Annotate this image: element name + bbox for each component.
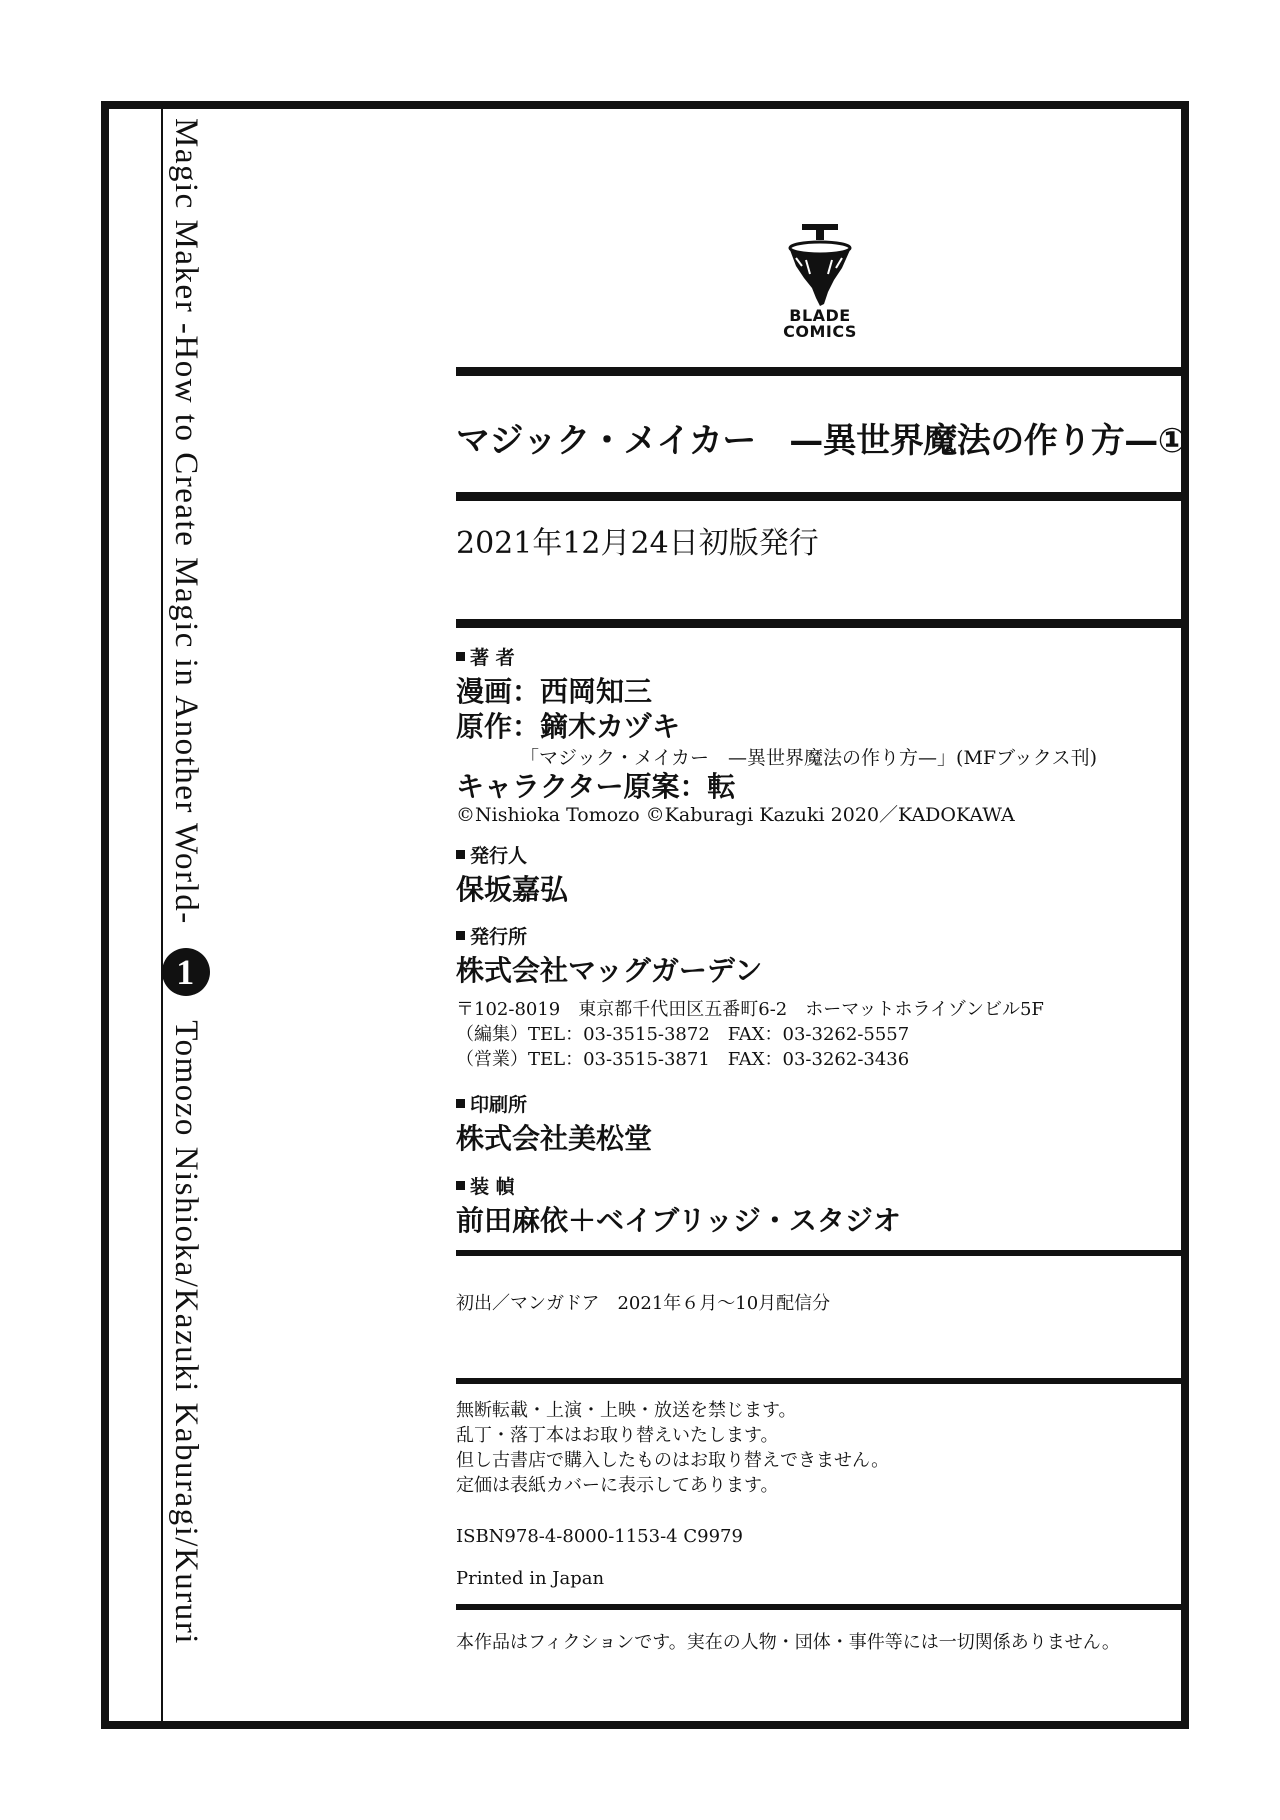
publisher-name: 株式会社マッグガーデン <box>456 954 763 987</box>
divider <box>456 367 1181 376</box>
divider <box>456 1378 1181 1384</box>
spine-title: Magic Maker -How to Create Magic in Another World- <box>168 118 204 925</box>
notice-3: 但し古書店で購入したものはお取り替えできません。 <box>456 1450 890 1471</box>
divider <box>456 1250 1181 1256</box>
design-label: 装 幀 <box>456 1172 515 1199</box>
sales-contact: （営業）TEL：03-3515-3871 FAX：03-3262-3436 <box>456 1049 910 1070</box>
authors-label: 著 者 <box>456 643 515 670</box>
first-appearance: 初出／マンガドア 2021年６月～10月配信分 <box>456 1293 831 1314</box>
notice-1: 無断転載・上演・上映・放送を禁じます。 <box>456 1400 797 1421</box>
publisher-person-label: 発行人 <box>456 841 527 868</box>
character-credit: キャラクター原案：転 <box>456 770 736 803</box>
publisher-label: 発行所 <box>456 922 527 949</box>
divider <box>456 619 1181 628</box>
divider <box>456 1604 1181 1610</box>
notice-4: 定価は表紙カバーに表示してあります。 <box>456 1475 779 1496</box>
blade-comics-logo-icon <box>782 222 858 306</box>
divider <box>456 492 1181 501</box>
book-title: マジック・メイカー —異世界魔法の作り方—① <box>456 421 1187 461</box>
spine-text <box>168 118 210 1718</box>
logo-line1: BLADE <box>789 306 851 325</box>
volume-badge <box>162 934 210 1010</box>
volume-number: 1 <box>162 948 210 996</box>
publisher-person-name: 保坂嘉弘 <box>456 873 569 906</box>
notice-2: 乱丁・落丁本はお取り替えいたします。 <box>456 1425 779 1446</box>
publication-date: 2021年12月24日初版発行 <box>456 526 819 561</box>
editorial-contact: （編集）TEL：03-3515-3872 FAX：03-3262-5557 <box>456 1024 910 1045</box>
original-note: 「マジック・メイカー —異世界魔法の作り方—」(MFブックス刊) <box>520 747 1097 769</box>
logo-line2: COMICS <box>783 322 857 341</box>
printed-in: Printed in Japan <box>456 1568 605 1589</box>
design-name: 前田麻依＋ベイブリッジ・スタジオ <box>456 1204 901 1237</box>
manga-credit: 漫画：西岡知三 <box>456 675 653 708</box>
isbn: ISBN978-4-8000-1153-4 C9979 <box>456 1526 743 1547</box>
original-credit: 原作：鏑木カヅキ <box>456 710 681 743</box>
publisher-address: 〒102-8019 東京都千代田区五番町6-2 ホーマットホライゾンビル5F <box>456 999 1044 1020</box>
spine-authors: Tomozo Nishioka/Kazuki Kaburagi/Kururi <box>168 1020 204 1645</box>
blade-comics-logo <box>770 222 870 342</box>
copyright-line: ©Nishioka Tomozo ©Kaburagi Kazuki 2020／KADOKAWA <box>456 804 1015 826</box>
printer-label: 印刷所 <box>456 1090 527 1117</box>
fiction-disclaimer: 本作品はフィクションです。実在の人物・団体・事件等には一切関係ありません。 <box>456 1632 1120 1653</box>
printer-name: 株式会社美松堂 <box>456 1122 653 1155</box>
